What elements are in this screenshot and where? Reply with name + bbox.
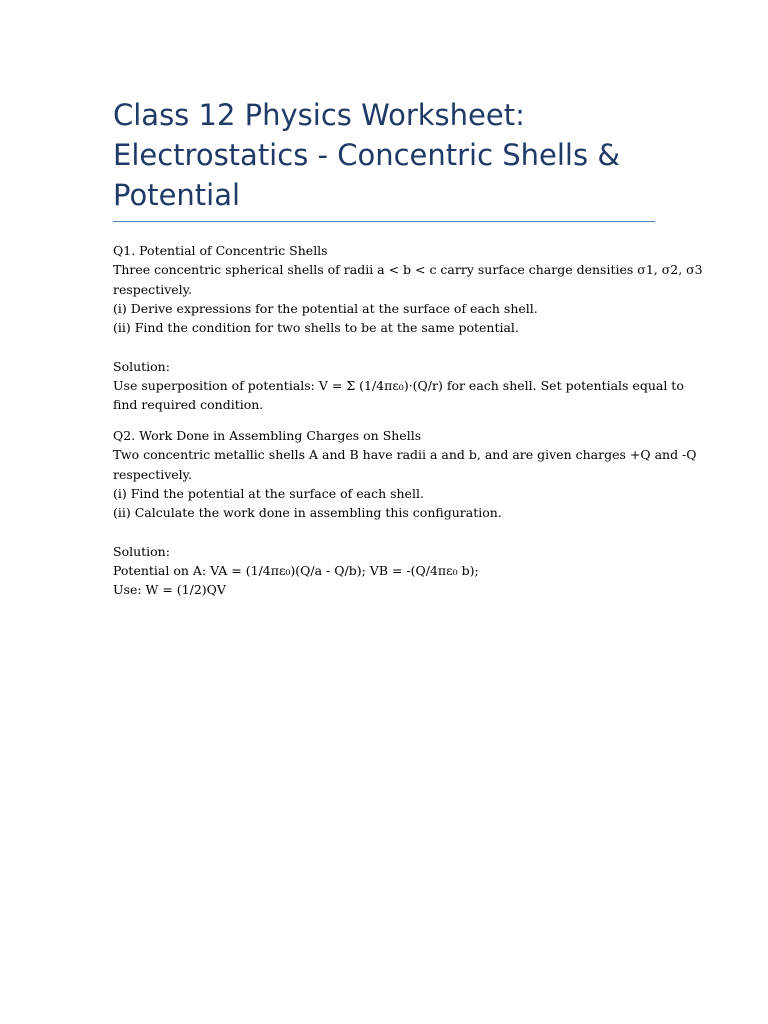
spacer xyxy=(113,337,655,356)
question-1-solution-label: Solution: xyxy=(113,358,170,374)
question-1 xyxy=(113,241,703,415)
question-1-solution-line-2: find required condition. xyxy=(113,397,264,413)
question-1-statement-line-2: respectively. xyxy=(113,281,193,297)
question-2-statement-line-2: respectively. xyxy=(113,466,193,482)
question-1-statement-line-3: (i) Derive expressions for the potential at the surface of each shell. xyxy=(113,300,538,316)
question-2-solution-label: Solution: xyxy=(113,543,170,559)
question-2-solution-line-2: Use: W = (1/2)QV xyxy=(113,582,226,598)
question-2-statement-line-3: (i) Find the potential at the surface of each shell. xyxy=(113,485,424,501)
question-2-solution-line-1: Potential on A: VA = (1/4πε₀)(Q/a - Q/b); VB = -(Q/4πε₀ b); xyxy=(113,563,479,579)
question-2 xyxy=(113,426,697,600)
title-divider xyxy=(113,221,655,222)
spacer xyxy=(113,522,655,541)
question-1-statement-line-4: (ii) Find the condition for two shells to be at the same potential. xyxy=(113,320,519,336)
question-1-statement-line-1: Three concentric spherical shells of radii a < b < c carry surface charge densities σ1, σ2, σ3 xyxy=(113,262,703,278)
question-1-solution-line-1: Use superposition of potentials: V = Σ (1/4πε₀)·(Q/r) for each shell. Set potentials equal to xyxy=(113,378,684,394)
question-1-heading: Q1. Potential of Concentric Shells xyxy=(113,243,328,258)
question-2-statement-line-1: Two concentric metallic shells A and B have radii a and b, and are given charges +Q and -Q xyxy=(113,447,697,463)
page-title: Class 12 Physics Worksheet: Electrostatics - Concentric Shells & Potential xyxy=(113,98,620,212)
question-2-statement-line-4: (ii) Calculate the work done in assembling this configuration. xyxy=(113,505,502,521)
question-2-heading: Q2. Work Done in Assembling Charges on Shells xyxy=(113,428,422,443)
